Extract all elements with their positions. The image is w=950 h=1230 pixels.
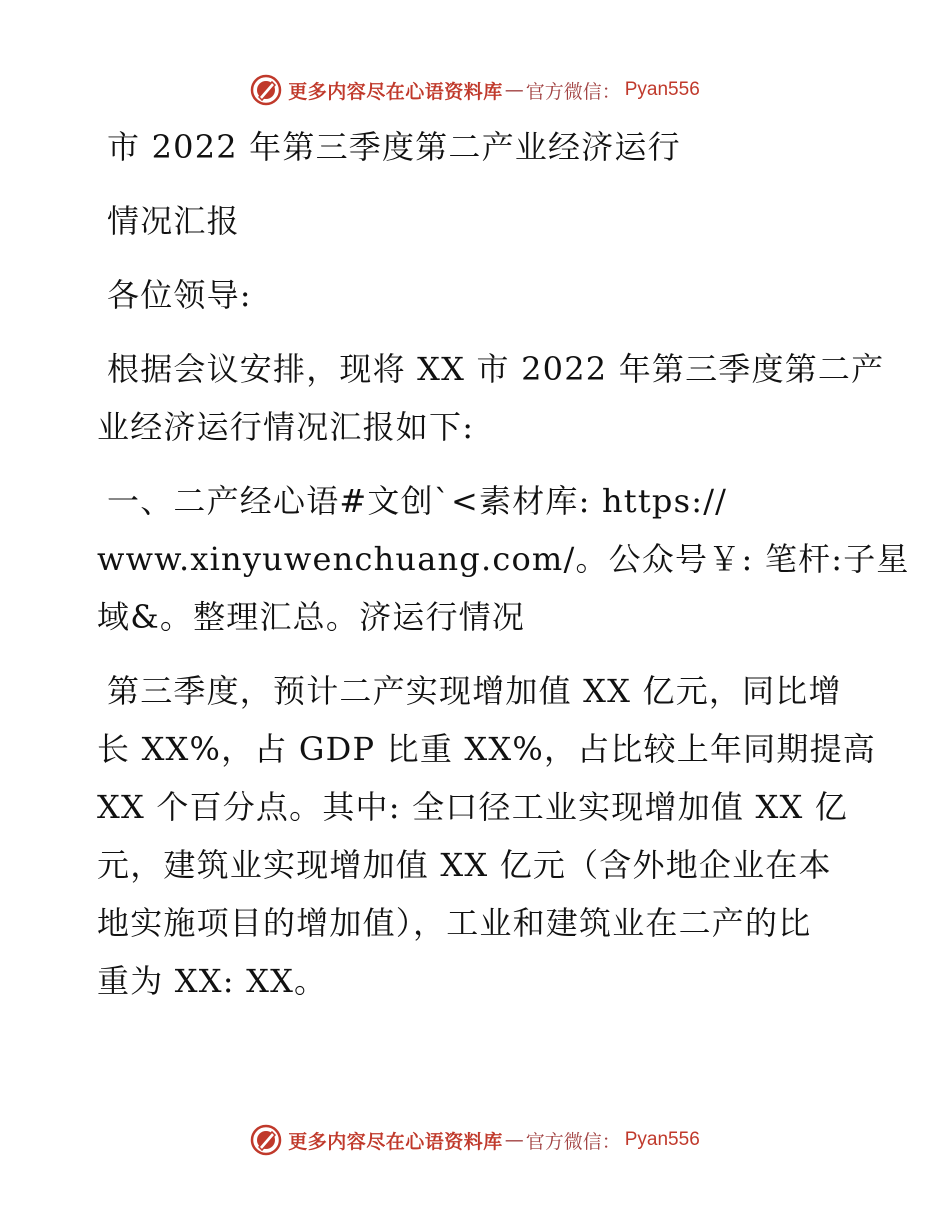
header-banner [0, 70, 950, 110]
doc-paragraph-line-3: XX 个百分点。其中: 全口径工业实现增加值 XX 亿 [97, 788, 848, 826]
footer-banner [0, 1120, 950, 1160]
pen-logo-icon [250, 1124, 282, 1156]
doc-section-1-line-2: www.xinyuwenchuang.com/。公众号￥: 笔杆:子星 [97, 540, 910, 578]
document-body [97, 118, 910, 1010]
banner-wechat-label: 官方微信： [525, 80, 621, 103]
banner-main-text: 更多内容尽在心语资料库 [288, 80, 503, 103]
doc-paragraph-line-6: 重为 XX: XX。 [97, 962, 328, 1000]
doc-title-line-1: 市 2022 年第三季度第二产业经济运行 [107, 128, 681, 166]
banner-main-text: 更多内容尽在心语资料库 [288, 1130, 503, 1153]
doc-paragraph-line-2: 长 XX%，占 GDP 比重 XX%，占比较上年同期提高 [97, 730, 876, 768]
doc-title-line-2: 情况汇报 [107, 202, 240, 240]
doc-paragraph-line-4: 元，建筑业实现增加值 XX 亿元（含外地企业在本 [97, 846, 832, 884]
doc-intro-line-1: 根据会议安排，现将 XX 市 2022 年第三季度第二产 [107, 350, 885, 388]
doc-section-1-line-3: 域&。整理汇总。济运行情况 [97, 598, 526, 636]
doc-section-1-line-1: 一、二产经心语#文创`<素材库: https:// [107, 482, 728, 520]
banner-wechat-id: Pyan556 [624, 1129, 700, 1150]
doc-paragraph-line-5: 地实施项目的增加值），工业和建筑业在二产的比 [97, 904, 812, 942]
banner-wechat-id: Pyan556 [624, 79, 700, 100]
banner-wechat-label: 官方微信： [525, 1130, 621, 1153]
doc-salutation: 各位领导: [107, 276, 252, 314]
doc-paragraph-line-1: 第三季度，预计二产实现增加值 XX 亿元，同比增 [107, 672, 842, 710]
banner-separator: — [504, 79, 524, 101]
doc-intro-line-2: 业经济运行情况汇报如下: [97, 408, 475, 446]
banner-separator: — [504, 1129, 524, 1151]
pen-logo-icon [250, 74, 282, 106]
